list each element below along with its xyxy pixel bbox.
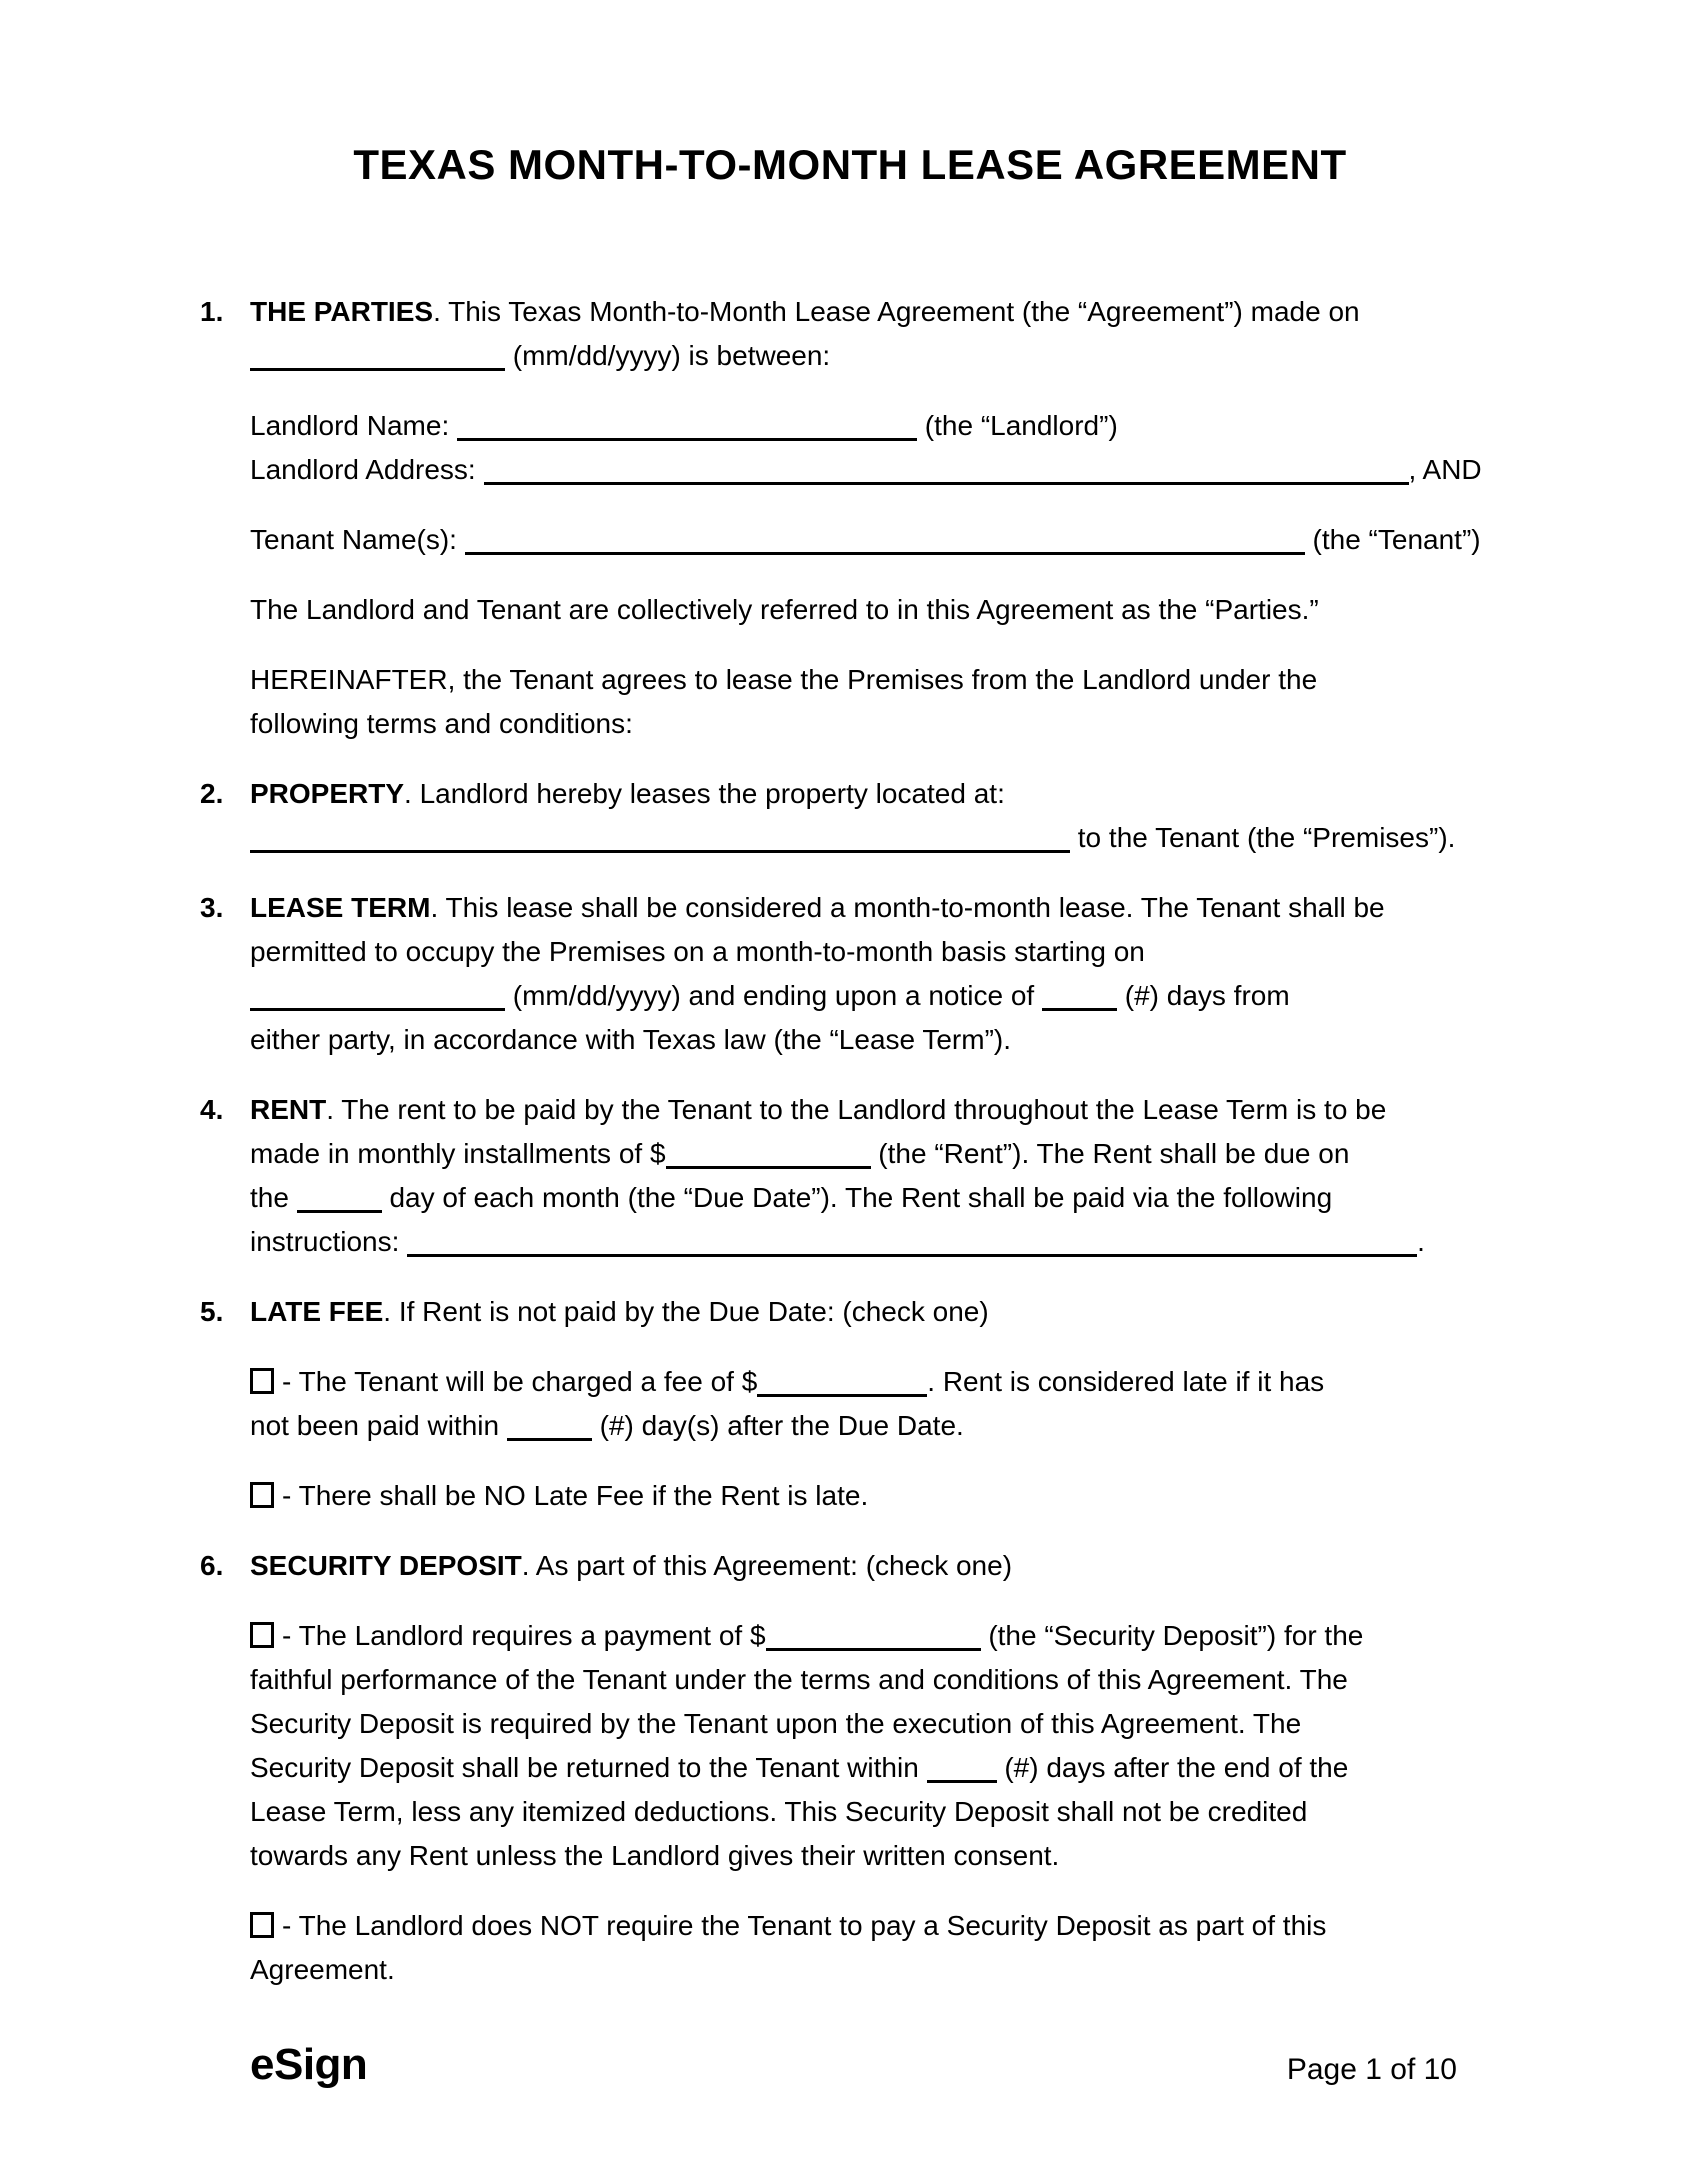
text-run: permitted to occupy the Premises on a month-to-month basis starting on: [250, 936, 1145, 967]
late-fee-charged-checkbox[interactable]: [250, 1368, 274, 1394]
text-run: day of each month (the “Due Date”). The Rent shall be paid via the following: [381, 1182, 1333, 1213]
section-heading-text: PROPERTY: [250, 778, 405, 809]
text-run: . Rent is considered late if it has: [927, 1366, 1325, 1397]
no-late-fee-option: [250, 1474, 1500, 1518]
section-number: 4.: [200, 1094, 224, 1125]
text-run: (#) days from: [1116, 980, 1290, 1011]
document-title: TEXAS MONTH-TO-MONTH LEASE AGREEMENT: [353, 141, 1347, 188]
document-body: [200, 290, 1500, 2018]
text-run: - The Tenant will be charged a fee of $: [282, 1366, 758, 1397]
text-run: . Landlord hereby leases the property located at:: [404, 778, 1005, 809]
lease-start-date-field[interactable]: [250, 981, 505, 1011]
text-run: (#) day(s) after the Due Date.: [591, 1410, 964, 1441]
section-number: 1.: [200, 296, 224, 327]
text-run: Tenant Name(s):: [250, 524, 465, 555]
text-run: either party, in accordance with Texas law (the “Lease Term”).: [250, 1024, 1012, 1055]
text-run: - The Landlord requires a payment of $: [282, 1620, 766, 1651]
text-run: (mm/dd/yyyy) is between:: [505, 340, 831, 371]
text-run: Lease Term, less any itemized deductions. This Security Deposit shall not be credited: [250, 1796, 1308, 1827]
text-run: . If Rent is not paid by the Due Date: (check one): [383, 1296, 989, 1327]
parties-definition: [250, 588, 1500, 632]
payment-instructions-field[interactable]: [407, 1227, 1417, 1257]
text-run: , AND: [1408, 454, 1482, 485]
text-run: the: [250, 1182, 297, 1213]
text-run: faithful performance of the Tenant under the terms and conditions of this Agreement. The: [250, 1664, 1348, 1695]
text-run: following terms and conditions:: [250, 708, 633, 739]
section-number: 2.: [200, 778, 224, 809]
no-late-fee-checkbox[interactable]: [250, 1482, 274, 1508]
section-heading-text: LEASE TERM: [250, 892, 431, 923]
deposit-return-days-field[interactable]: [927, 1753, 997, 1783]
due-day-field[interactable]: [297, 1183, 382, 1213]
section-content: [250, 1290, 1500, 1544]
late-fee-charged-option: [250, 1360, 1500, 1448]
text-run: Landlord Address:: [250, 454, 484, 485]
lease-term-clause: [250, 886, 1500, 1062]
text-run: .: [1417, 1226, 1425, 1257]
section-content: [250, 290, 1500, 772]
late-fee-section: [200, 1290, 1500, 1544]
section-number: 5.: [200, 1296, 224, 1327]
security-deposit-heading: [250, 1544, 1500, 1588]
text-run: The Landlord and Tenant are collectively referred to in this Agreement as the “Parties.”: [250, 594, 1319, 625]
deposit-required-checkbox[interactable]: [250, 1622, 274, 1648]
lease-term-section: [200, 886, 1500, 1088]
text-run: Security Deposit is required by the Tenant upon the execution of this Agreement. The: [250, 1708, 1302, 1739]
section-content: [250, 1544, 1500, 2018]
section-heading-text: RENT: [250, 1094, 327, 1125]
esign-logo: eSign: [250, 2040, 368, 2089]
the-parties-section: [200, 290, 1500, 772]
agreement-date-field[interactable]: [250, 341, 505, 371]
security-deposit-amount-field[interactable]: [766, 1621, 981, 1651]
text-run: - There shall be NO Late Fee if the Rent is late.: [282, 1480, 869, 1511]
text-run: Security Deposit shall be returned to the Tenant within: [250, 1752, 927, 1783]
landlord-name-field[interactable]: [457, 411, 917, 441]
section-content: [250, 1088, 1500, 1290]
text-run: . As part of this Agreement: (check one): [521, 1550, 1013, 1581]
property-address-field[interactable]: [250, 823, 1070, 853]
section-heading-text: SECURITY DEPOSIT: [250, 1550, 522, 1581]
text-run: (#) days after the end of the: [996, 1752, 1349, 1783]
page-footer: [250, 2040, 1457, 2090]
text-run: Landlord Name:: [250, 410, 458, 441]
text-run: to the Tenant (the “Premises”).: [1070, 822, 1456, 853]
text-run: . This Texas Month-to-Month Lease Agreement (the “Agreement”) made on: [433, 296, 1360, 327]
text-run: instructions:: [250, 1226, 408, 1257]
landlord-address-line: [250, 448, 1500, 492]
property-section: [200, 772, 1500, 886]
text-run: . The rent to be paid by the Tenant to the Landlord throughout the Lease Term is to be: [326, 1094, 1387, 1125]
text-run: - The Landlord does NOT require the Tenant to pay a Security Deposit as part of this: [282, 1910, 1327, 1941]
property-clause: [250, 772, 1500, 860]
late-fee-days-field[interactable]: [507, 1411, 592, 1441]
late-fee-amount-field[interactable]: [757, 1367, 927, 1397]
section-heading-text: LATE FEE: [250, 1296, 384, 1327]
section-content: [250, 886, 1500, 1088]
text-run: Agreement.: [250, 1954, 395, 1985]
late-fee-heading: [250, 1290, 1500, 1334]
text-run: (the “Rent”). The Rent shall be due on: [870, 1138, 1350, 1169]
section-number: 3.: [200, 892, 224, 923]
tenant-name-line: [250, 518, 1500, 562]
parties-intro: [250, 290, 1500, 378]
text-run: (mm/dd/yyyy) and ending upon a notice of: [505, 980, 1042, 1011]
text-run: towards any Rent unless the Landlord gives their written consent.: [250, 1840, 1060, 1871]
text-run: (the “Tenant”): [1304, 524, 1481, 555]
text-run: not been paid within: [250, 1410, 507, 1441]
rent-clause: [250, 1088, 1500, 1264]
monthly-rent-field[interactable]: [666, 1139, 871, 1169]
landlord-address-field[interactable]: [484, 455, 1409, 485]
no-deposit-checkbox[interactable]: [250, 1912, 274, 1938]
text-run: made in monthly installments of $: [250, 1138, 666, 1169]
notice-days-field[interactable]: [1042, 981, 1117, 1011]
hereinafter-clause: [250, 658, 1500, 746]
text-run: (the “Security Deposit”) for the: [980, 1620, 1364, 1651]
no-deposit-option: [250, 1904, 1500, 1992]
page-number: Page 1 of 10: [1286, 2053, 1457, 2086]
text-run: (the “Landlord”): [917, 410, 1118, 441]
deposit-required-option: [250, 1614, 1500, 1878]
section-content: [250, 772, 1500, 886]
section-heading-text: THE PARTIES: [250, 296, 434, 327]
tenant-names-field[interactable]: [465, 525, 1305, 555]
security-deposit-section: [200, 1544, 1500, 2018]
section-number: 6.: [200, 1550, 224, 1581]
text-run: HEREINAFTER, the Tenant agrees to lease the Premises from the Landlord under the: [250, 664, 1318, 695]
landlord-name-line: [250, 404, 1500, 448]
text-run: . This lease shall be considered a month-to-month lease. The Tenant shall be: [430, 892, 1385, 923]
rent-section: [200, 1088, 1500, 1290]
